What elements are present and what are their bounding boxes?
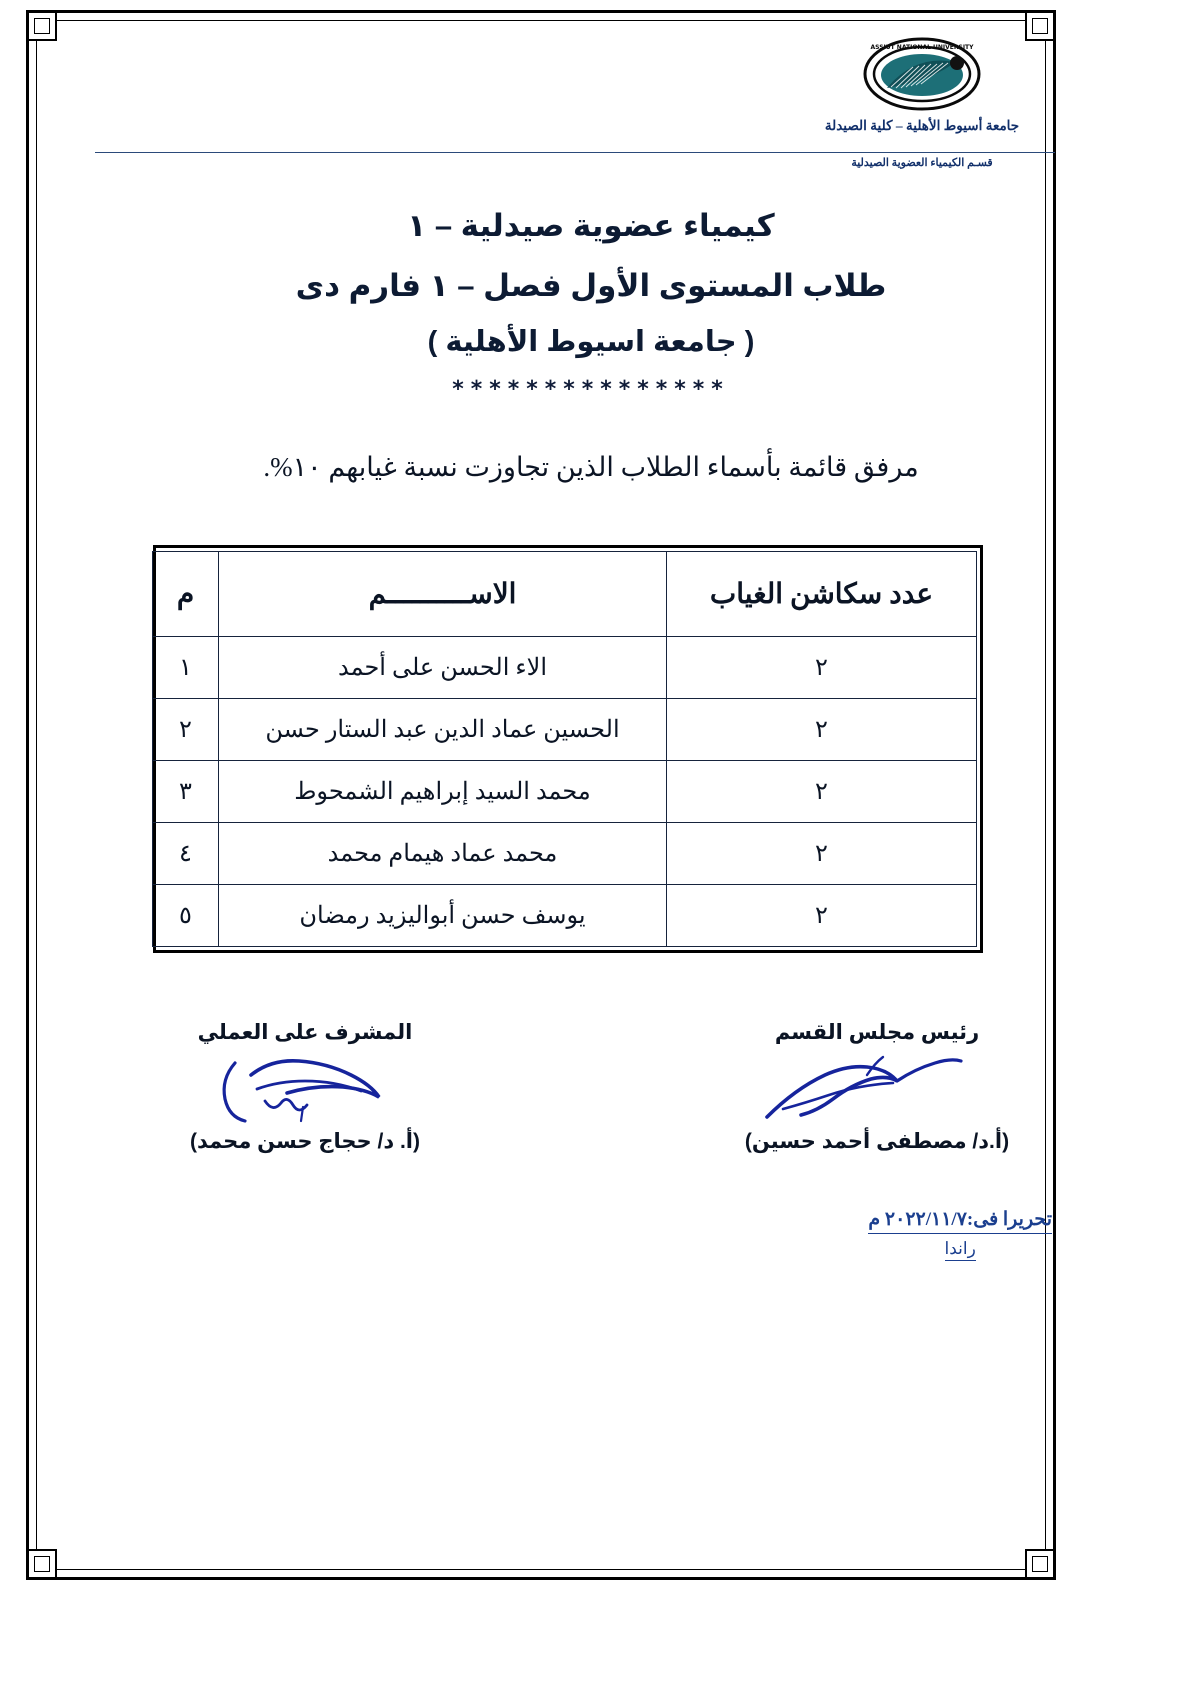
issue-date: تحريرا فى:٢٠٢٢/١١/٧ م	[868, 1208, 1052, 1234]
department-line: قسـم الكيمياء العضوية الصيدلية	[851, 157, 993, 169]
handwritten-signature-icon	[105, 1045, 505, 1129]
cell-row-index: ٢	[153, 699, 219, 761]
attendance-table-container	[153, 545, 983, 953]
attendance-table	[152, 551, 977, 947]
cell-absence-count: ٢	[667, 637, 977, 699]
corner-ornament-top-left	[27, 11, 57, 41]
cell-row-index: ٣	[153, 761, 219, 823]
cell-student-name: الحسين عماد الدين عبد الستار حسن	[219, 699, 667, 761]
cohort-title: طلاب المستوى الأول فصل – ١ فارم دى	[295, 267, 887, 303]
cell-absence-count: ٢	[667, 885, 977, 947]
column-header-index: م	[153, 552, 219, 637]
column-header-name: الاســــــــــم	[219, 552, 667, 637]
attendance-table-body	[153, 637, 977, 947]
letterhead	[757, 36, 1087, 169]
table-row	[153, 885, 977, 947]
cell-absence-count: ٢	[667, 761, 977, 823]
table-row	[153, 761, 977, 823]
signature-section	[105, 1020, 1077, 1154]
institution-title: ( جامعة اسيوط الأهلية )	[427, 326, 755, 359]
table-row	[153, 637, 977, 699]
issue-date-block	[868, 1208, 1052, 1261]
cell-row-index: ٤	[153, 823, 219, 885]
intro-paragraph: مرفق قائمة بأسماء الطلاب الذين تجاوزت نسبة غيابهم ١٠%.	[263, 452, 919, 482]
handwritten-signature-icon	[677, 1045, 1077, 1129]
title-block	[0, 196, 1182, 402]
cell-student-name: الاء الحسن على أحمد	[219, 637, 667, 699]
signature-role-lab-supervisor: المشرف على العملي	[197, 1021, 413, 1044]
table-row	[153, 823, 977, 885]
letterhead-divider	[95, 152, 1055, 153]
signature-block-department-head	[677, 1020, 1077, 1154]
corner-ornament-bottom-right	[1025, 1549, 1055, 1579]
cell-student-name: محمد عماد هيمام محمد	[219, 823, 667, 885]
column-header-absence-count: عدد سكاشن الغياب	[667, 552, 977, 637]
cell-absence-count: ٢	[667, 823, 977, 885]
university-logo-icon	[863, 36, 981, 112]
svg-text:ASSIUT NATIONAL UNIVERSITY: ASSIUT NATIONAL UNIVERSITY	[870, 44, 974, 51]
cell-row-index: ١	[153, 637, 219, 699]
signature-role-department-head: رئيس مجلس القسم	[774, 1021, 980, 1044]
table-row	[153, 699, 977, 761]
star-separator: ***************	[452, 376, 730, 402]
signature-name-lab-supervisor: (أ. د/ حجاج حسن محمد)	[189, 1130, 420, 1153]
issuer-note: راندا	[945, 1239, 976, 1261]
signature-block-lab-supervisor	[105, 1020, 505, 1154]
course-title: كيمياء عضوية صيدلية – ١	[407, 208, 775, 243]
cell-absence-count: ٢	[667, 699, 977, 761]
cell-row-index: ٥	[153, 885, 219, 947]
corner-ornament-bottom-left	[27, 1549, 57, 1579]
university-faculty-line: جامعة أسيوط الأهلية – كلية الصيدلة	[824, 118, 1020, 133]
signature-name-department-head: (أ.د/ مصطفى أحمد حسين)	[744, 1130, 1010, 1153]
cell-student-name: محمد السيد إبراهيم الشمحوط	[219, 761, 667, 823]
table-header-row	[153, 552, 977, 637]
cell-student-name: يوسف حسن أبواليزيد رمضان	[219, 885, 667, 947]
